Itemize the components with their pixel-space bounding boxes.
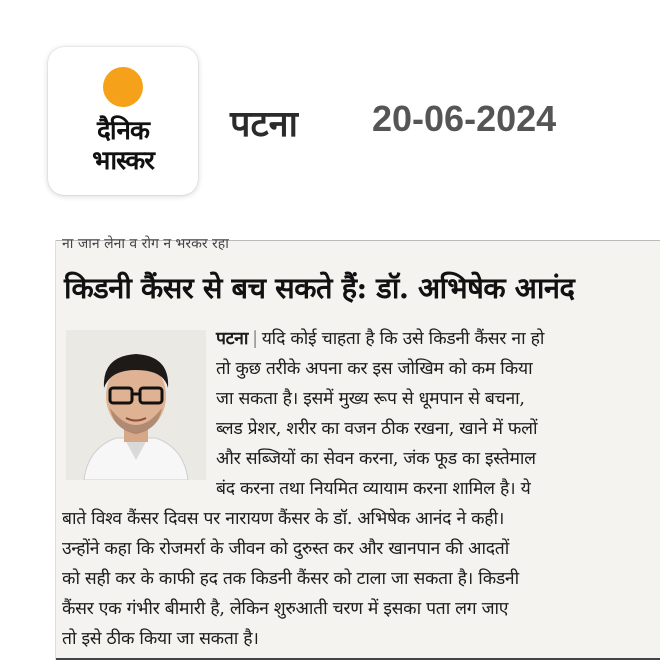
article-line-8: उन्होंने कहा कि रोजमर्रा के जीवन को दुरुस्त कर और खानपान की आदतों [62, 539, 509, 559]
news-clipping [55, 236, 660, 660]
logo-text-line2: भास्कर [92, 146, 154, 176]
article-line-5: और सब्जियों का सेवन करना, जंक फूड का इस्तेमाल [216, 449, 536, 469]
article-line-3: जा सकता है। इसमें मुख्य रूप से धूमपान से बचना, [216, 389, 525, 409]
article-line-7: बाते विश्व कैंसर दिवस पर नारायण कैंसर के डॉ. अभिषेक आनंद ने कही। [62, 509, 505, 529]
doctor-photo [66, 330, 206, 480]
sun-icon [103, 67, 143, 107]
dainik-bhaskar-logo [48, 47, 198, 195]
article-line-4: ब्लड प्रेशर, शरीर का वजन ठीक रखना, खाने में फलों [216, 419, 538, 439]
article-line-6: बंद करना तथा नियमित व्यायाम करना शामिल है। ये [216, 479, 531, 499]
article-line-2: तो कुछ तरीके अपना कर इस जोखिम को कम किया [216, 359, 533, 379]
article-line-9: को सही कर के काफी हद तक किडनी कैंसर को टाला जा सकता है। किडनी [62, 569, 519, 589]
article-line-10: कैंसर एक गंभीर बीमारी है, लेकिन शुरुआती चरण में इसका पता लग जाए [62, 599, 509, 619]
article-line-11: तो इसे ठीक किया जा सकता है। [62, 629, 259, 649]
cut-off-text: ना जान लेना व रोग न भरकर रहा [62, 236, 229, 250]
article-line-1-text: यदि कोई चाहता है कि उसे किडनी कैंसर ना हो [261, 329, 545, 349]
edition-city: पटना [230, 104, 298, 145]
logo-text-line1: दैनिक [97, 116, 149, 146]
dateline-separator: | [252, 329, 258, 349]
article-headline: किडनी कैंसर से बच सकते हैं: डॉ. अभिषेक आनंद [64, 271, 575, 305]
edition-date: 20-06-2024 [372, 98, 557, 139]
article-dateline: पटना [216, 329, 249, 349]
article-line-1 [216, 326, 544, 350]
bottom-rule [56, 658, 660, 660]
